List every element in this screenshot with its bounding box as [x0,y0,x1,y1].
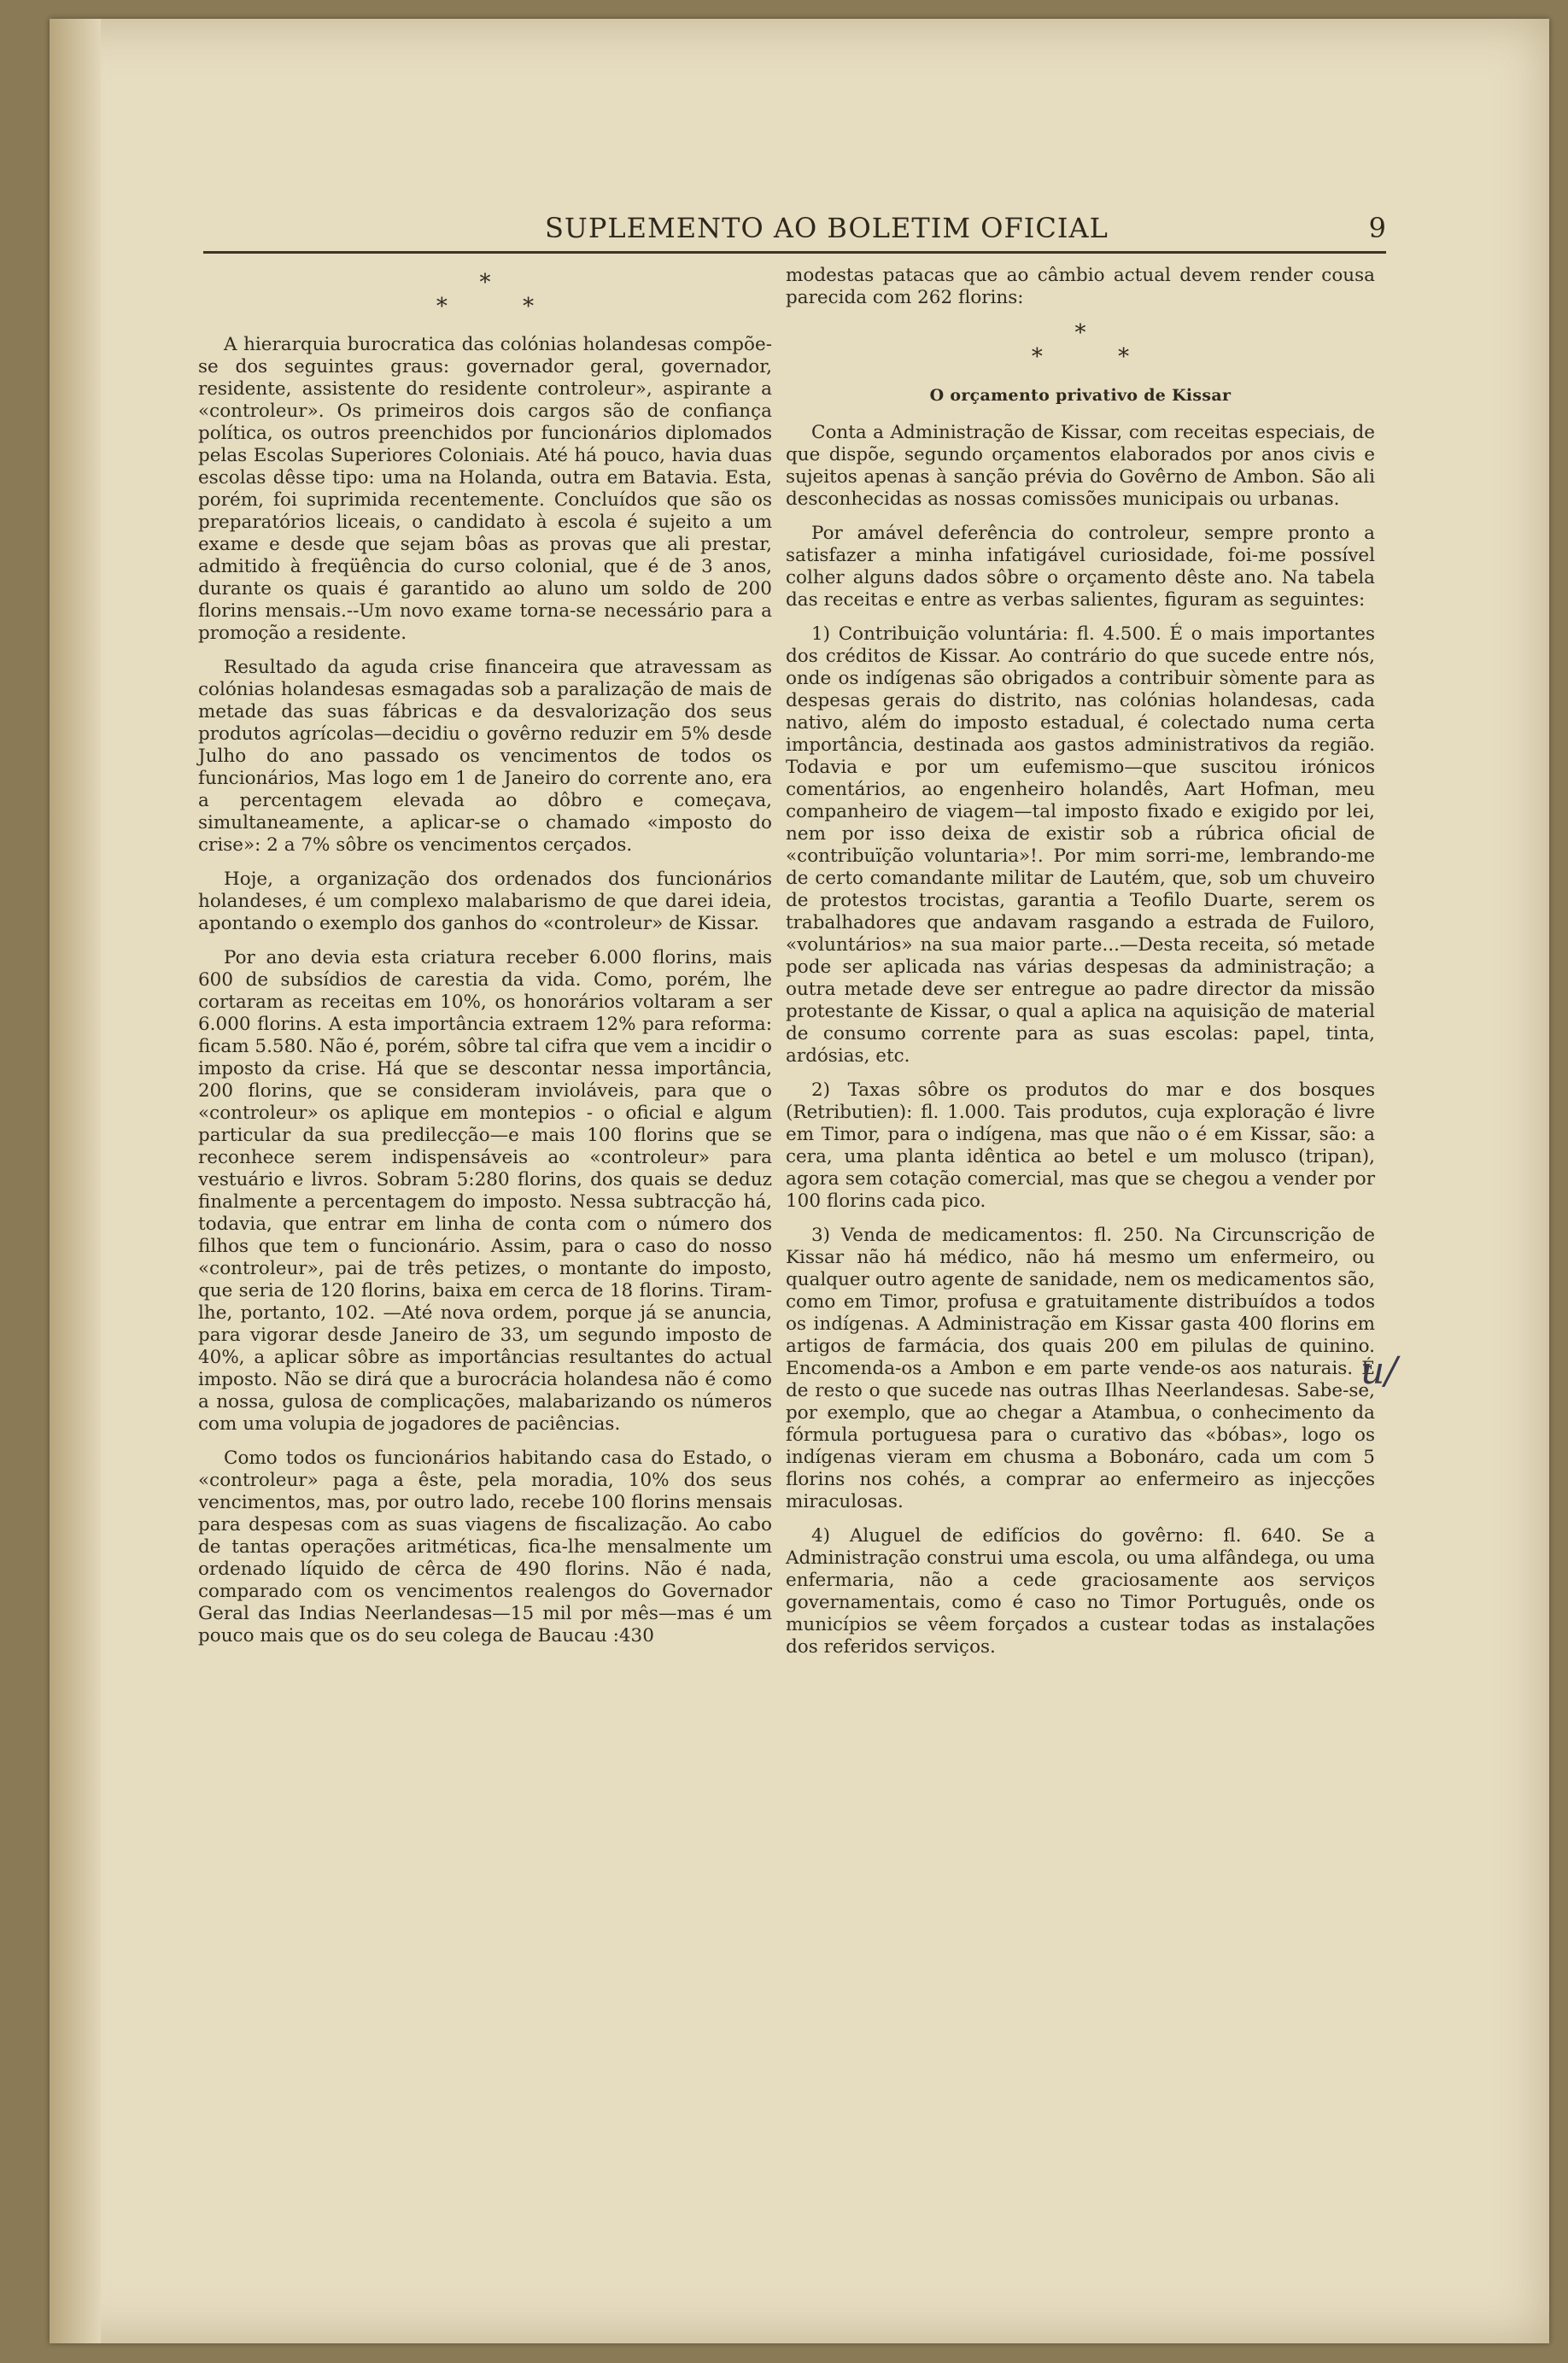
handwritten-margin-note: u/ [1360,1349,1398,1393]
section-separator [786,321,1375,369]
paragraph: 3) Venda de medicamentos: fl. 250. Na Circunscrição de Kissar não há médico, não há mesmo um enfermeiro, ou qualquer outro agente de sanidade, nem os medicamentos são, como em Timor, profusa e gratuitamente distribuídos a todos os indígenas. A Administração em Kissar gasta 400 florins em artigos de farmácia, dos quais 200 em pilulas de quinino. Encomenda-os a Ambon e em parte vende-os aos naturais. É de resto o que sucede nas outras Ilhas Neerlandesas. Sabe-se, por exemplo, que ao chegar a Atambua, o conhecimento da fórmula portuguesa para o curativo das «bóbas», logo os indígenas vieram em chusma a Bobonáro, cada um com 5 florins nos cohés, a comprar ao enfermeiro as injecções miraculosas. [786,1225,1375,1512]
paragraph: Conta a Administração de Kissar, com receitas especiais, de que dispõe, segundo orçamentos elaborados por anos civis e sujeitos apenas à sanção prévia do Govêrno de Ambon. São ali desconhecidas as nossas comissões municipais ou urbanas. [786,422,1375,510]
paragraph: Por ano devia esta criatura receber 6.000 florins, mais 600 de subsídios de carestia da vida. Como, porém, lhe cortaram as receitas em 10%, os honorários voltaram a ser 6.000 florins. A esta importância extraem 12% para reforma: ficam 5.580. Não é, porém, sôbre tal cifra que vem a incidir o imposto da crise. Há que se descontar nessa importância, 200 florins, que se consideram invioláveis, para que o «controleur» os aplique em montepios - o oficial e algum particular da sua predilecção—e mais 100 florins que se reconhece serem indispensáveis ao «controleur» para vestuário e livros. Sobram 5:280 florins, dos quais se deduz finalmente a percentagem do imposto. Nessa subtracção há, todavia, que entrar em linha de conta com o número dos filhos que tem o funcionário. Assim, para o caso do nosso «controleur», pai de três petizes, o montante do imposto, que seria de 120 florins, baixa em cerca de 18 florins. Tiram-lhe, portanto, 102. —Até nova ordem, porque já se anuncia, para vigorar desde Janeiro de 33, um segundo imposto de 40%, a aplicar sôbre as importâncias resultantes do actual imposto. Não se dirá que a burocrácia holandesa não é como a nossa, gulosa de complicações, malabarizando os números com uma volupia de jogadores de paciências. [198,947,773,1435]
paragraph: A hierarquia burocratica das colónias holandesas compõe-se dos seguintes graus: governador geral, governador, residente, assistente do residente controleur», aspirante a «controleur». Os primeiros dois cargos são de confiança política, os outros preenchidos por funcionários diplomados pelas Escolas Superiores Coloniais. Até há pouco, havia duas escolas dêsse tipo: uma na Holanda, outra em Batavia. Esta, porém, foi suprimida recentemente. Concluídos que são os preparatórios liceais, o candidato à escola é sujeito a um exame e desde que sejam bôas as provas que ali prestar, admitido à freqüência do curso colonial, que é de 3 anos, durante os quais é garantido ao aluno um soldo de 200 florins mensais.--Um novo exame torna-se necessário para a promoção a residente. [198,334,772,644]
paragraph: 4) Aluguel de edifícios do govêrno: fl. 640. Se a Administração construi uma escola, ou uma alfândega, ou uma enfermaria, não a cede graciosamente aos serviços governamentais, como é caso no Timor Português, onde os municípios se vêem forçados a custear todas as instalações dos referidos serviços. [786,1525,1375,1658]
continuation-text: modestas patacas que ao câmbio actual devem render cousa parecida com 262 florins: [786,265,1375,308]
document-page [50,19,1549,2343]
separator-star-top: * [1074,320,1086,346]
separator-star-top: * [479,270,491,295]
paragraph: Resultado da aguda crise financeira que atravessam as colónias holandesas esmagadas sob a paralização de mais de metade das suas fábricas e da desvalorização dos seus produtos agrícolas—decidiu o govêrno reduzir em 5% desde Julho do ano passado os vencimentos de todos os funcionários, Mas logo em 1 de Janeiro do corrente ano, era a percentagem elevada ao dôbro e começava, simultaneamente, a aplicar-se o chamado «imposto do crise»: 2 a 7% sôbre os vencimentos cerçados. [198,657,772,856]
page-header [203,212,1386,254]
paragraph: 2) Taxas sôbre os produtos do mar e dos bosques (Retributien): fl. 1.000. Tais produtos, cuja exploração é livre em Timor, para o indígena, mas que não o é em Kissar, são: a cera, uma planta idêntica ao betel e um molusco (tripan), agora sem cotação comercial, mas que se chegou a vender por 100 florins cada pico. [786,1079,1375,1212]
section-title: O orçamento privativo de Kissar [929,386,1232,405]
separator-star-bottom: * * [436,294,569,319]
paragraph: 1) Contribuição voluntária: fl. 4.500. É o mais importantes dos créditos de Kissar. Ao contrário do que sucede entre nós, onde os indígenas são obrigados a contribuir sòmente para as despesas gerais do distrito, nas colónias holandesas, cada nativo, além do imposto estadual, é colectado numa certa importância, destinada aos gastos administrativos da região. Todavia e por um eufemismo—que suscitou irónicos comentários, ao engenheiro holandês, Aart Hofman, meu companheiro de viagem—tal imposto fixado e exigido por lei, nem por isso deixa de existir sob a rúbrica oficial de «contribuïção voluntaria»!. Por mim sorri-me, lembrando-me de certo comandante militar de Lautém, que, sob um chuveiro de protestos trocistas, garantia a Teofilo Duarte, serem os trabalhadores que andavam rasgando a estrada de Fuiloro, «voluntários» na sua maior parte...—Desta receita, só metade pode ser aplicada nas várias despesas da administração; a outra metade deve ser entregue ao padre director da missão protestante de Kissar, o qual a aplica na aquisição de material de consumo corrente para as suas escolas: papel, tinta, ardósias, etc. [786,623,1375,1067]
running-title: SUPLEMENTO AO BOLETIM OFICIAL [545,212,1109,244]
paragraph: Hoje, a organização dos ordenados dos funcionários holandeses, é um complexo malabarismo de que darei ideia, apontando o exemplo dos ganhos do «controleur» de Kissar. [198,869,772,934]
left-column [198,271,772,1659]
paragraph: Como todos os funcionários habitando casa do Estado, o «controleur» paga a êste, pela moradia, 10% dos seus vencimentos, mas, por outro lado, recebe 100 florins mensais para despesas com as suas viagens de fiscalização. Ao cabo de tantas operações aritméticas, fica-lhe mensalmente um ordenado líquido de cêrca de 490 florins. Não é nada, comparado com os vencimentos realengos do Governador Geral das Indias Neerlandesas—15 mil por mês—mas é um pouco mais que os do seu colega de Baucau :430 [198,1448,772,1646]
separator-star-bottom: * * [1031,344,1164,370]
binding-gutter [50,19,101,2343]
section-separator [198,271,772,319]
right-column [786,265,1375,1670]
page-number: 9 [1368,212,1386,244]
paragraph: Por amável deferência do controleur, sempre pronto a satisfazer a minha infatigável curiosidade, foi-me possível colher alguns dados sôbre o orçamento dêste ano. Na tabela das receitas e entre as verbas salientes, figuram as seguintes: [786,523,1375,611]
